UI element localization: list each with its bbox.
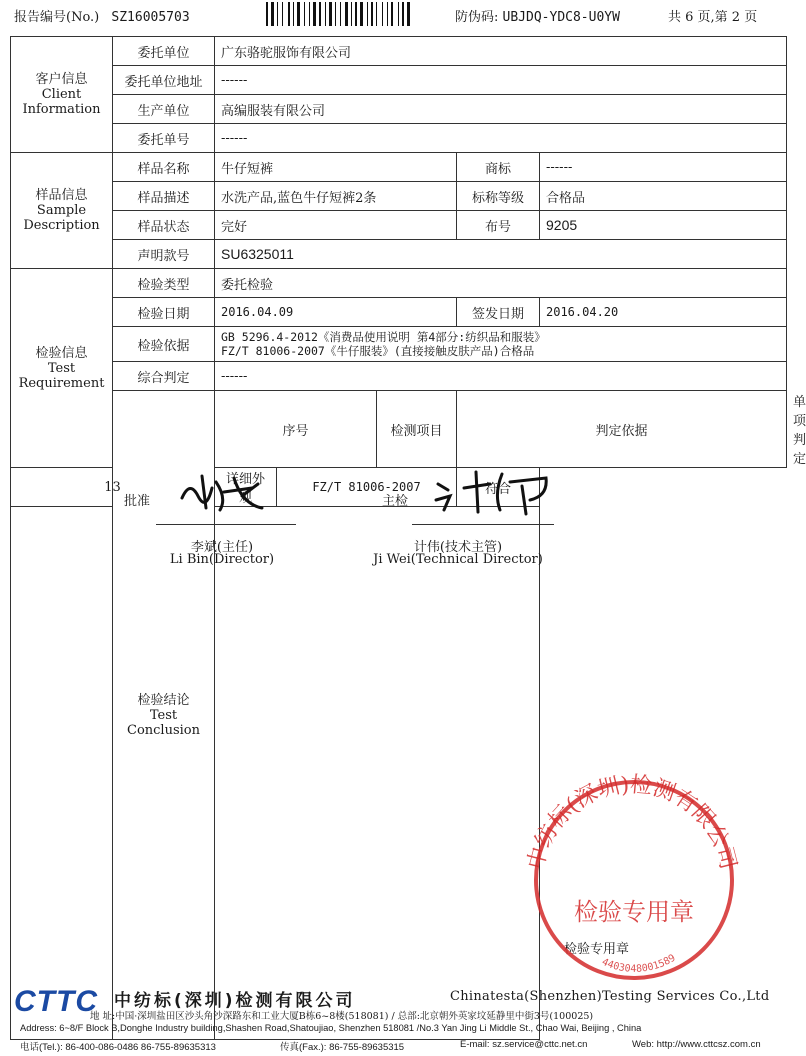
barcode-bar xyxy=(369,2,370,26)
approver-cn: 李斌(主任) xyxy=(190,540,254,555)
sample-section-en1: Sample xyxy=(36,203,87,218)
seal-number: 4403048001589 xyxy=(600,952,678,975)
test-section-en2: Requirement xyxy=(18,375,105,391)
barcode-bar xyxy=(367,2,368,26)
barcode-bar xyxy=(275,2,276,26)
barcode-bar xyxy=(374,2,375,26)
cttc-logo: CTTC xyxy=(14,985,98,1018)
barcode-bar xyxy=(394,2,397,26)
barcode-bar xyxy=(407,2,410,26)
report-number-label: 报告编号(No.) xyxy=(14,10,100,25)
barcode-bar xyxy=(398,2,399,26)
client-section-cn: 客户信息 xyxy=(35,72,88,87)
checker-cn: 计伟(技术主管) xyxy=(413,540,503,555)
conclusion-header-row: 检验结论 Test Conclusion 序号 检测项目 判定依据 单项判定 xyxy=(11,391,787,468)
sample-section-label xyxy=(11,153,113,269)
barcode-bar xyxy=(297,2,300,26)
approver-en: Li Bin(Director) xyxy=(169,552,275,567)
barcode-bar xyxy=(284,2,287,26)
col-header-basis: 判定依据 xyxy=(457,391,787,468)
test-date-value: 2016.04.09 xyxy=(215,298,457,327)
footer-web: Web: http://www.cttcsz.com.cn xyxy=(632,1039,761,1050)
barcode-bar xyxy=(337,2,339,26)
row-basis: FZ/T 81006-2007 xyxy=(277,468,457,507)
barcode-bar xyxy=(269,2,270,26)
barcode xyxy=(266,2,446,26)
seal-ring-text: 中纺标(深圳)检测有限公司 xyxy=(523,772,741,872)
sample-desc-label: 样品描述 xyxy=(113,182,215,211)
test-section-cn: 检验信息 xyxy=(35,345,88,361)
barcode-bar xyxy=(382,2,383,26)
checker-en: Ji Wei(Technical Director) xyxy=(373,552,543,567)
client-section-en1: Client xyxy=(41,87,82,102)
barcode-bar xyxy=(325,2,326,26)
order-no-value: ------ xyxy=(215,124,787,153)
barcode-bar xyxy=(340,2,341,26)
test-date-label: 检验日期 xyxy=(113,298,215,327)
cloth-no-value: 9205 xyxy=(540,211,787,240)
test-section-en1: Test xyxy=(47,360,76,376)
col-header-item: 检测项目 xyxy=(377,391,457,468)
client-section-en2: Information xyxy=(22,102,101,117)
barcode-bar xyxy=(364,2,366,26)
issue-date-label: 签发日期 xyxy=(457,298,540,327)
barcode-bar xyxy=(293,2,294,26)
sample-row-2 xyxy=(11,182,787,211)
anti-fake-label: 防伪码: xyxy=(455,10,499,25)
barcode-bar xyxy=(311,2,312,26)
sample-state-value: 完好 xyxy=(215,211,457,240)
order-no-label: 委托单号 xyxy=(113,124,215,153)
barcode-bar xyxy=(306,2,308,26)
row-no: 13 xyxy=(11,468,215,507)
anti-fake-value: UBJDQ-YDC8-U0YW xyxy=(502,10,620,25)
barcode-bar xyxy=(345,2,348,26)
stamp-caption: 检验专用章 xyxy=(564,942,630,957)
barcode-bar xyxy=(319,2,321,26)
barcode-bar xyxy=(378,2,381,26)
address-cn: 地 址:中国·深圳盐田区沙头角沙深路东和工业大厦B栋6~8楼(518081) / 总部:北京朝外英家坟延静里中街3号(100025) xyxy=(90,1011,594,1022)
report-number-value: SZ16005703 xyxy=(111,10,190,25)
client-row-3 xyxy=(11,95,787,124)
company-cn: 中纺标(深圳)检测有限公司 xyxy=(114,991,356,1011)
barcode-bar xyxy=(304,2,305,26)
sample-section-cn: 样品信息 xyxy=(35,188,88,203)
seal-center-text: 检验专用章 xyxy=(574,898,694,926)
client-address-label: 委托单位地址 xyxy=(113,66,215,95)
barcode-bar xyxy=(351,2,352,26)
barcode-bar xyxy=(391,2,393,26)
barcode-bar xyxy=(376,2,377,26)
barcode-bar xyxy=(355,2,357,26)
checker-signature xyxy=(430,466,560,518)
footer-email: E-mail: sz.service@cttc.net.cn xyxy=(460,1039,588,1050)
checker-line xyxy=(412,524,554,525)
barcode-bar xyxy=(371,2,373,26)
barcode-bar xyxy=(291,2,292,26)
barcode-bar xyxy=(387,2,388,26)
producer-label: 生产单位 xyxy=(113,95,215,124)
barcode-bar xyxy=(295,2,296,26)
barcode-bar xyxy=(271,2,274,26)
barcode-bar xyxy=(335,2,336,26)
sample-desc-value: 水洗产品,蓝色牛仔短裤2条 xyxy=(215,182,457,211)
barcode-bar xyxy=(313,2,316,26)
client-address-value: ------ xyxy=(215,66,787,95)
barcode-bar xyxy=(360,2,363,26)
barcode-bar xyxy=(317,2,318,26)
company-en: Chinatesta(Shenzhen)Testing Services Co.,Ltd xyxy=(450,989,770,1004)
client-row-2 xyxy=(11,66,787,95)
page-info: 共 6 页,第 2 页 xyxy=(668,10,758,25)
style-no-value: SU6325011 xyxy=(215,240,787,269)
barcode-bar xyxy=(358,2,359,26)
producer-value: 高编服装有限公司 xyxy=(215,95,787,124)
barcode-bar xyxy=(277,2,278,26)
client-row-1 xyxy=(11,37,787,66)
barcode-bar xyxy=(329,2,332,26)
brand-label: 商标 xyxy=(457,153,540,182)
checker-label: 主检 xyxy=(382,494,409,509)
barcode-bar xyxy=(309,2,310,26)
style-no-label: 声明款号 xyxy=(113,240,215,269)
sample-row-4 xyxy=(11,240,787,269)
conclusion-section-cn: 检验结论 xyxy=(137,692,190,708)
row-item: 详细外观 xyxy=(215,468,277,507)
barcode-bar xyxy=(389,2,390,26)
sample-name-value: 牛仔短裤 xyxy=(215,153,457,182)
barcode-bar xyxy=(266,2,268,26)
barcode-bar xyxy=(301,2,303,26)
sample-row-3 xyxy=(11,211,787,240)
test-type-label: 检验类型 xyxy=(113,269,215,298)
address-en: Address: 6~8/F Block B,Donghe Industry building,Shashen Road,Shatoujiao, Shenzhen 518081 /No.3 Yan Jing Li Middle St., Chao Wai, Beijing , China xyxy=(20,1023,642,1033)
barcode-bar xyxy=(327,2,328,26)
footer-tel: 电话(Tel.): 86-400-086-0486 86-755-89635313 xyxy=(20,1042,216,1053)
grade-value: 合格品 xyxy=(540,182,787,211)
grade-label: 标称等级 xyxy=(457,182,540,211)
cloth-no-label: 布号 xyxy=(457,211,540,240)
brand-value: ------ xyxy=(540,153,787,182)
barcode-bar xyxy=(353,2,354,26)
test-row-4 xyxy=(11,362,787,391)
test-basis-line-1: GB 5296.4-2012《消费品使用说明 第4部分:纺织品和服装》 xyxy=(221,330,546,344)
test-row-3 xyxy=(11,327,787,362)
sample-name-label: 样品名称 xyxy=(113,153,215,182)
approver-line xyxy=(156,524,296,525)
barcode-bar xyxy=(333,2,334,26)
barcode-bar xyxy=(400,2,401,26)
barcode-bar xyxy=(279,2,281,26)
test-row-1 xyxy=(11,269,787,298)
anti-fake-code xyxy=(455,6,620,25)
sample-state-label: 样品状态 xyxy=(113,211,215,240)
test-section-label xyxy=(11,269,113,468)
sample-row-1 xyxy=(11,153,787,182)
inspection-seal xyxy=(512,770,752,980)
overall-judgement-value: ------ xyxy=(215,362,787,391)
barcode-bar xyxy=(288,2,290,26)
col-header-no: 序号 xyxy=(215,391,377,468)
row-result: 符合 xyxy=(457,468,540,507)
issue-date-value: 2016.04.20 xyxy=(540,298,787,327)
conclusion-section-en: Test Conclusion xyxy=(127,707,200,738)
sample-section-en2: Description xyxy=(23,218,100,233)
barcode-bar xyxy=(322,2,324,26)
barcode-bar xyxy=(342,2,344,26)
overall-judgement-label: 综合判定 xyxy=(113,362,215,391)
test-basis-value xyxy=(215,327,787,362)
barcode-bar xyxy=(402,2,404,26)
test-basis-label: 检验依据 xyxy=(113,327,215,362)
client-value: 广东骆驼服饰有限公司 xyxy=(215,37,787,66)
test-type-value: 委托检验 xyxy=(215,269,787,298)
client-section-label xyxy=(11,37,113,153)
test-basis-line-2: FZ/T 81006-2007《牛仔服装》(直接接触皮肤产品)合格品 xyxy=(221,344,535,358)
approver-signature xyxy=(172,468,272,518)
barcode-bar xyxy=(282,2,283,26)
barcode-bar xyxy=(405,2,406,26)
client-label: 委托单位 xyxy=(113,37,215,66)
report-number xyxy=(14,6,190,25)
barcode-bar xyxy=(384,2,386,26)
client-row-4 xyxy=(11,124,787,153)
test-row-2 xyxy=(11,298,787,327)
footer-fax: 传真(Fax.): 86-755-89635315 xyxy=(280,1042,405,1053)
approve-label: 批准 xyxy=(124,494,151,509)
barcode-bar xyxy=(349,2,350,26)
